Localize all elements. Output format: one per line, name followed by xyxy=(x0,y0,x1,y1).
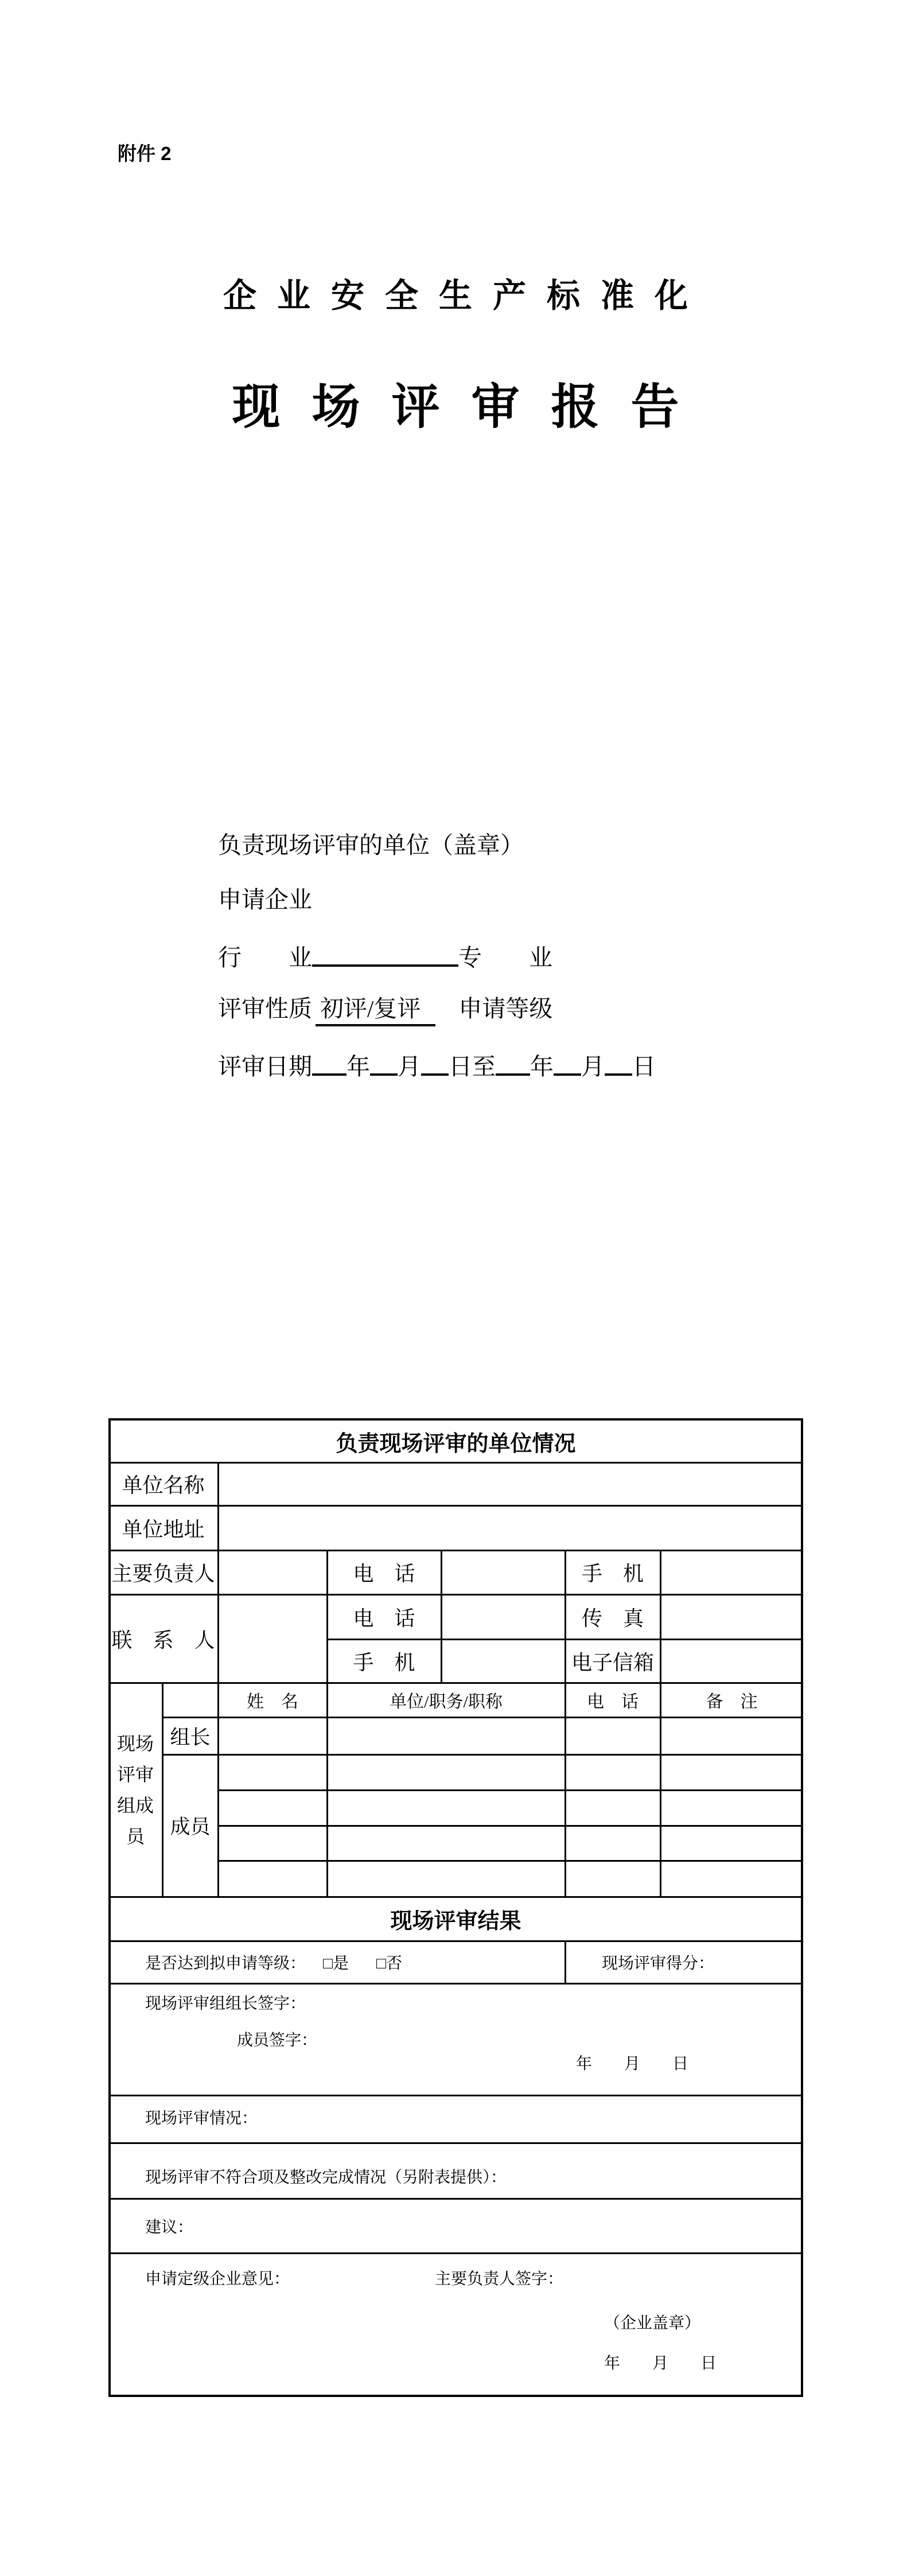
table-grid-line xyxy=(564,1550,566,1897)
table-grid-line xyxy=(162,1754,803,1756)
team-leader-label: 组长 xyxy=(170,1726,211,1749)
industry-label: 行 业 xyxy=(218,944,312,971)
table-grid-line xyxy=(326,1550,328,1897)
nature-value: 初评/复评 xyxy=(316,994,435,1026)
company-seal-label: （企业盖章） xyxy=(604,2314,701,2332)
blank-underline xyxy=(312,941,458,967)
specialty-label: 专 业 xyxy=(458,944,552,971)
member-sign-label: 成员签字： xyxy=(237,2032,318,2049)
cover-industry-line xyxy=(218,940,552,972)
suggestion-label: 建议： xyxy=(145,2219,194,2236)
table-grid-line xyxy=(108,1594,803,1596)
team-vertical-label xyxy=(108,1683,162,1897)
table-grid-line xyxy=(108,1682,803,1684)
team-vertical-label-line: 现场 xyxy=(116,1733,154,1754)
score-cell xyxy=(602,1941,714,1983)
cover-date-line xyxy=(218,1049,656,1081)
team-member-label: 成员 xyxy=(170,1816,211,1838)
table-grid-line xyxy=(218,1825,803,1827)
table-border xyxy=(108,2395,803,2397)
cover-nature-line xyxy=(218,994,552,1026)
month-char: 月 xyxy=(581,1053,605,1080)
blank-underline xyxy=(496,1050,530,1076)
table-grid-line xyxy=(660,1550,661,1897)
no-checkbox: □否 xyxy=(376,1955,402,1972)
nonconformity-label: 现场评审不符合项及整改完成情况（另附表提供）： xyxy=(145,2169,507,2186)
attachment-label: 附件 2 xyxy=(118,143,172,164)
team-remark-header: 备 注 xyxy=(706,1692,758,1711)
year-char: 年 xyxy=(530,1053,554,1080)
year-char: 年 xyxy=(347,1053,370,1080)
table-grid-line xyxy=(108,1940,803,1942)
nature-label: 评审性质 xyxy=(218,995,312,1022)
team-vertical-label-line: 员 xyxy=(126,1826,145,1847)
to-char: 至 xyxy=(472,1053,496,1080)
contact-phone-label: 电 话 xyxy=(353,1606,415,1630)
table-grid-line xyxy=(162,1683,163,1897)
month-char: 月 xyxy=(398,1053,421,1080)
table-grid-line xyxy=(108,2142,803,2144)
table-grid-line xyxy=(218,1860,803,1862)
team-vertical-label-line: 组成 xyxy=(116,1795,154,1816)
table-grid-line xyxy=(218,1789,803,1791)
team-name-header: 姓 名 xyxy=(247,1692,298,1711)
doc-title-line2: 现场评审报告 xyxy=(232,380,711,434)
grade-question-label: 是否达到拟申请等级： xyxy=(145,1955,306,1972)
day-char: 日 xyxy=(632,1053,656,1080)
table-grid-line xyxy=(108,2252,803,2254)
day-char: 日 xyxy=(449,1053,472,1080)
result-section-title: 现场评审结果 xyxy=(390,1909,521,1933)
score-label: 现场评审得分： xyxy=(602,1955,715,1972)
cover-unit-line: 负责现场评审的单位（盖章） xyxy=(218,832,524,858)
contact-email-label: 电子信箱 xyxy=(571,1651,654,1674)
table-grid-line xyxy=(108,2095,803,2096)
table-grid-line xyxy=(441,1550,442,1683)
table-grid-line xyxy=(108,2198,803,2200)
date-label: 评审日期 xyxy=(218,1053,312,1080)
principal-sign-label: 主要负责人签字： xyxy=(435,2270,564,2288)
table-grid-line xyxy=(108,1983,803,1984)
table-grid-line xyxy=(108,1505,803,1507)
unit-info-section-title: 负责现场评审的单位情况 xyxy=(336,1432,576,1456)
table-grid-line xyxy=(162,1717,803,1718)
yes-checkbox: □是 xyxy=(323,1955,349,1972)
review-table xyxy=(108,1418,803,2397)
principal-phone-label: 电 话 xyxy=(353,1562,415,1585)
blank-underline xyxy=(312,1050,347,1076)
cover-applicant-line: 申请企业 xyxy=(218,886,312,913)
opinion-label: 申请定级企业意见： xyxy=(145,2270,290,2288)
blank-underline xyxy=(554,1050,581,1076)
blank-underline xyxy=(421,1050,449,1076)
team-phone-header: 电 话 xyxy=(587,1692,639,1711)
grade-question-row xyxy=(145,1941,402,1983)
grade-label: 申请等级 xyxy=(458,995,553,1022)
principal-label: 主要负责人 xyxy=(111,1562,215,1585)
table-grid-line xyxy=(564,1941,566,1983)
unit-address-label: 单位地址 xyxy=(122,1517,205,1541)
doc-title-line1: 企业安全生产标准化 xyxy=(223,277,708,314)
unit-name-label: 单位名称 xyxy=(122,1474,205,1497)
opinion-date-line: 年 月 日 xyxy=(604,2355,717,2372)
team-vertical-label-line: 评审 xyxy=(116,1764,154,1785)
table-grid-line xyxy=(108,1462,803,1464)
blank-underline xyxy=(605,1050,632,1076)
principal-mobile-label: 手 机 xyxy=(581,1562,644,1585)
situation-label: 现场评审情况： xyxy=(145,2110,258,2127)
contact-fax-label: 传 真 xyxy=(581,1606,644,1630)
leader-sign-label: 现场评审组组长签字： xyxy=(145,1995,306,2013)
contact-mobile-label: 手 机 xyxy=(353,1651,415,1674)
table-grid-line xyxy=(108,1550,803,1551)
table-grid-line xyxy=(108,1896,803,1898)
table-grid-line xyxy=(217,1462,219,1897)
contact-label: 联 系 人 xyxy=(111,1628,215,1652)
team-org-header: 单位/职务/职称 xyxy=(390,1692,503,1711)
sign-date-line: 年 月 日 xyxy=(576,2055,689,2073)
blank-underline xyxy=(370,1050,398,1076)
